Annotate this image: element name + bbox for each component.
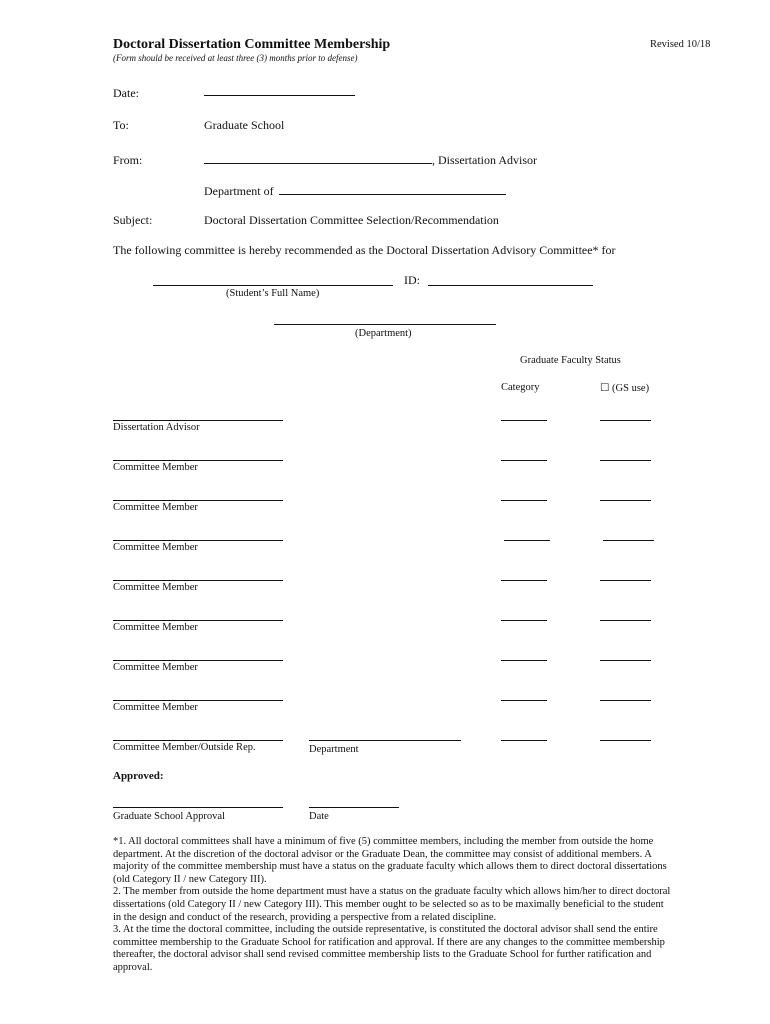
- member-gs-use-field[interactable]: [600, 620, 651, 621]
- member-role-label: Committee Member: [113, 542, 198, 553]
- student-department-field[interactable]: [274, 324, 496, 325]
- member-signature-field[interactable]: [113, 500, 283, 501]
- from-suffix: , Dissertation Advisor: [432, 153, 537, 167]
- member-category-field[interactable]: [501, 460, 547, 461]
- student-id-field[interactable]: [428, 285, 593, 286]
- member-signature-field[interactable]: [113, 580, 283, 581]
- footnotes: [113, 836, 673, 975]
- footnote-3: 3. At the time the doctoral committee, including the outside representative, is constituted the doctoral advisor shall send the entire committee membership to the Graduate School for ratification and approval. If there are any changes to the committee membership thereafter, the doctoral advisor shall send revised committee membership lists to the Graduate School for further ratification and approval.: [113, 924, 665, 973]
- from-label: From:: [113, 153, 143, 167]
- member-role-label: Committee Member: [113, 582, 198, 593]
- member-signature-field[interactable]: [113, 420, 283, 421]
- subject-label: Subject:: [113, 213, 153, 227]
- member-signature-field[interactable]: [113, 460, 283, 461]
- category-header: Category: [501, 382, 540, 393]
- member-signature-field[interactable]: [113, 620, 283, 621]
- member-role-label: Committee Member: [113, 662, 198, 673]
- gs-approval-label: Graduate School Approval: [113, 811, 225, 822]
- member-role-label: Committee Member: [113, 462, 198, 473]
- advisor-name-field[interactable]: [204, 163, 432, 164]
- member-category-field[interactable]: [501, 420, 547, 421]
- date-field[interactable]: [204, 95, 355, 96]
- member-signature-field[interactable]: [113, 740, 283, 741]
- subject-value: Doctoral Dissertation Committee Selection/Recommendation: [204, 213, 499, 227]
- intro-text: The following committee is hereby recommended as the Doctoral Dissertation Advisory Committee* for: [113, 243, 616, 257]
- to-value: Graduate School: [204, 118, 285, 132]
- member-gs-use-field[interactable]: [600, 700, 651, 701]
- revision-date: Revised 10/18: [650, 39, 711, 50]
- member-gs-use-field[interactable]: [600, 460, 651, 461]
- member-role-label: Committee Member: [113, 702, 198, 713]
- approval-date-field[interactable]: [309, 807, 399, 808]
- outside-rep-department-label: Department: [309, 744, 359, 755]
- member-category-field[interactable]: [501, 620, 547, 621]
- gs-approval-signature-field[interactable]: [113, 807, 283, 808]
- gs-use-header: ☐ (GS use): [600, 383, 650, 394]
- student-name-field[interactable]: [153, 285, 393, 286]
- advisor-department-field[interactable]: [279, 194, 506, 195]
- footnote-2: 2. The member from outside the home department must have a status on the graduate faculty which allows him/her to direct doctoral dissertations (old Category II / new Category III). This member ought to be selected so as to be maximally beneficial to the student in the design and conduct of the research, providing a perspective from a related discipline.: [113, 886, 671, 923]
- department-caption: (Department): [355, 328, 412, 339]
- member-category-field[interactable]: [501, 660, 547, 661]
- member-category-field[interactable]: [501, 700, 547, 701]
- member-role-label: Committee Member: [113, 622, 198, 633]
- approved-label: Approved:: [113, 770, 164, 782]
- member-gs-use-field[interactable]: [603, 540, 654, 541]
- member-role-label: Dissertation Advisor: [113, 422, 200, 433]
- member-category-field[interactable]: [504, 540, 550, 541]
- member-gs-use-field[interactable]: [600, 580, 651, 581]
- member-category-field[interactable]: [501, 580, 547, 581]
- member-role-label: Committee Member/Outside Rep.: [113, 742, 256, 753]
- member-role-label: Committee Member: [113, 502, 198, 513]
- member-gs-use-field[interactable]: [600, 420, 651, 421]
- student-name-caption: (Student’s Full Name): [226, 288, 320, 299]
- member-signature-field[interactable]: [113, 660, 283, 661]
- form-subtitle: (Form should be received at least three (3) months prior to defense): [113, 53, 358, 63]
- form-title: Doctoral Dissertation Committee Membership: [113, 37, 391, 52]
- approval-date-label: Date: [309, 811, 329, 822]
- faculty-status-title: Graduate Faculty Status: [520, 355, 621, 366]
- member-gs-use-field[interactable]: [600, 500, 651, 501]
- member-gs-use-field[interactable]: [600, 740, 651, 741]
- member-signature-field[interactable]: [113, 540, 283, 541]
- id-label: ID:: [404, 273, 420, 287]
- department-of-label: Department of: [204, 184, 274, 198]
- date-label: Date:: [113, 86, 139, 100]
- outside-rep-department-field[interactable]: [309, 740, 461, 741]
- to-label: To:: [113, 118, 129, 132]
- member-category-field[interactable]: [501, 740, 547, 741]
- member-gs-use-field[interactable]: [600, 660, 651, 661]
- footnote-1: *1. All doctoral committees shall have a minimum of five (5) committee members, including the member from outside the home department. At the discretion of the doctoral advisor or the Graduate Dean, the committee may consist of additional members. A majority of the committee membership must have a status on the graduate faculty which allows them to direct doctoral dissertations (old Category II / new Category III).: [113, 836, 667, 885]
- member-category-field[interactable]: [501, 500, 547, 501]
- member-signature-field[interactable]: [113, 700, 283, 701]
